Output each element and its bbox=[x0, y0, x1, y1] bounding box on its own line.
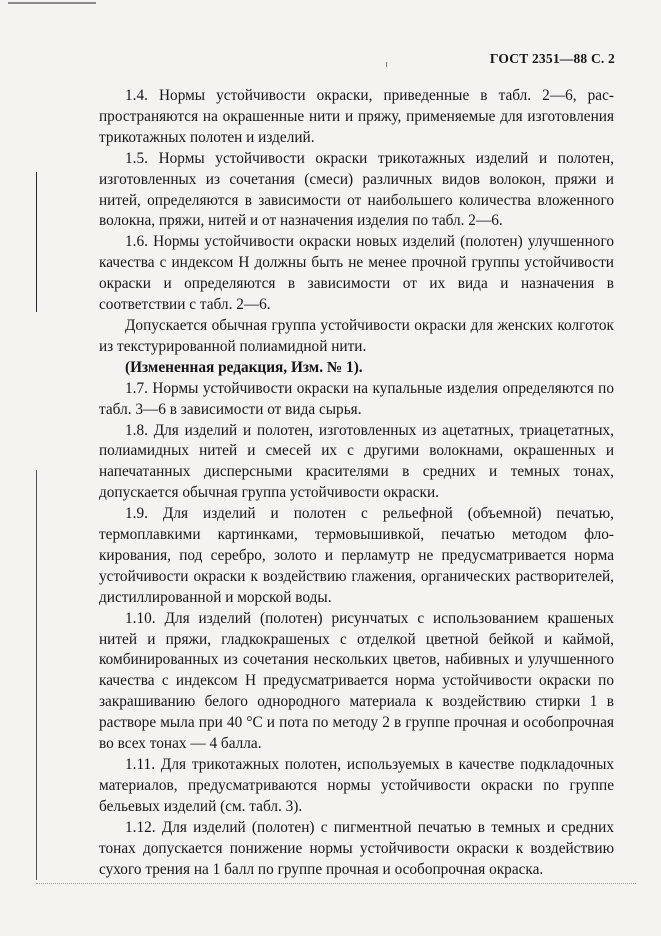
left-margin-rule-upper bbox=[36, 172, 37, 312]
paragraph-1-6: 1.6. Нормы устойчивости окраски новых изделий (полотен) улучшенного качества с индексом Н должны быть не менее прочной группы устойчивости окраски и определяются в зависимости от их вида и назначения в соответствии с табл. 2—6. bbox=[99, 233, 614, 314]
paragraph-1-11: 1.11. Для трикотажных полотен, используемых в качестве подкладочных материалов, предусматриваются нормы устойчивости окраски по группе бельевых изделий (см. табл. 3). bbox=[99, 756, 614, 815]
page-header: ГОСТ 2351—88 С. 2 bbox=[489, 51, 615, 66]
left-margin-rule-lower bbox=[36, 470, 37, 880]
top-rule bbox=[8, 2, 96, 4]
paragraph-1-7: 1.7. Нормы устойчивости окраски на купальные изделия определяются по табл. 3—6 в зависимости от вида сырья. bbox=[99, 379, 614, 418]
paragraph-allowance: Допускается обычная группа устойчивости окраски для женских колготок из текстурированной полиамидной нити. bbox=[99, 316, 614, 355]
paragraph-1-5: 1.5. Нормы устойчивости окраски трикотажных изделий и полотен, изготовленных из сочетания (смеси) различных видов волокон, пряжи и нитей, определяются в зависимости от наибольшего количества вложенного волокна, пряжи, нитей и от назначения изделия по табл. 2—6. bbox=[99, 149, 614, 230]
paragraph-1-10: 1.10. Для изделий (полотен) рисунчатых с использованием крашеных нитей и пряжи, гладкокрашеных с отделкой цветной бейкой и каймой, комбинированных из сочетания нескольких цветов, набивных и улучшенного качества с индексом Н предусматривается норма устойчивости окраски по закрашиванию белого однородного материала к воздействию стирки 1 в растворе мыла при 40 °С и пота по методу 2 в группе прочная и особопрочная во всех тонах — 4 балла. bbox=[99, 609, 614, 753]
amendment-note: (Измененная редакция, Изм. № 1). bbox=[125, 358, 363, 376]
bottom-rule bbox=[36, 883, 636, 884]
paragraph-1-8: 1.8. Для изделий и полотен, изготовленных из ацетатных, триацетатных, полиамидных нитей и смесей их с другими волокнами, окрашенных и напечатанных дисперсными красителями в средних и темных тонах, допускается обычная группа устойчивости окраски. bbox=[99, 421, 614, 502]
paragraph-1-12: 1.12. Для изделий (полотен) с пигментной печатью в темных и средних тонах допускается понижение нормы устойчивости окраски к воздействию сухого трения на 1 балл по группе прочная и особопрочная окраска. bbox=[99, 818, 614, 878]
paragraph-1-4: 1.4. Нормы устойчивости окраски, приведенные в табл. 2—6, распространяются на окрашенные нити и пряжу, применяемые для изготовления трикотажных полотен и изделий. bbox=[99, 87, 614, 146]
paragraph-1-9: 1.9. Для изделий и полотен с рельефной (объемной) печатью, термоплавкими картинками, термовышивкой, печатью методом флокирования, под серебро, золото и перламутр не предусматривается норма устойчивости окраски к воздействию глажения, органических растворителей, дистиллированной и морской воды. bbox=[99, 505, 614, 606]
document-body bbox=[99, 86, 614, 880]
center-tick-mark bbox=[386, 62, 387, 67]
